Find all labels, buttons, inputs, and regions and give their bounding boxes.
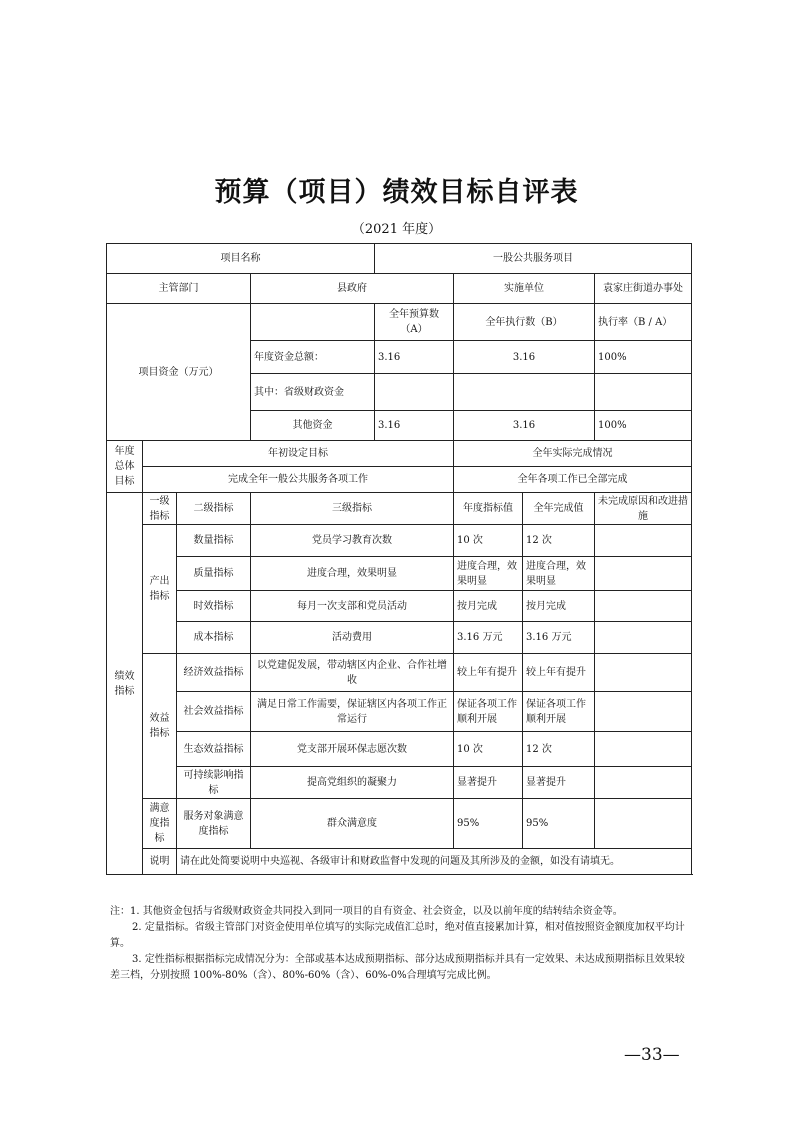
footnotes	[110, 904, 692, 984]
funds-row-rate	[595, 374, 692, 411]
header-target: 年度指标值	[454, 493, 523, 525]
level3-cell: 满足日常工作需要，保证辖区内各项工作正常运行	[251, 692, 454, 732]
annual-planned-value: 完成全年一般公共服务各项工作	[143, 467, 454, 493]
actual-cell: 进度合理，效果明显	[523, 557, 595, 591]
reason-cell	[595, 622, 692, 654]
funds-row-rate: 100%	[595, 411, 692, 441]
funds-row-exec	[454, 374, 595, 411]
annual-goal-label: 年度总体目标	[107, 441, 143, 493]
target-cell: 95%	[454, 799, 523, 849]
dept-value: 县政府	[251, 274, 454, 304]
level2-cell: 可持续影响指标	[177, 767, 251, 799]
explain-label: 说明	[143, 849, 177, 875]
level2-cell: 数量指标	[177, 525, 251, 557]
reason-cell	[595, 799, 692, 849]
reason-cell	[595, 591, 692, 622]
page-title: 预算（项目）绩效目标自评表	[214, 177, 579, 208]
annual-actual-label: 全年实际完成情况	[454, 441, 692, 467]
funds-col-exec: 全年执行数（B）	[454, 304, 595, 341]
funds-row-exec: 3.16	[454, 341, 595, 374]
level1-satisfaction: 满意度指标	[143, 799, 177, 849]
actual-cell: 保证各项工作顺利开展	[523, 692, 595, 732]
target-cell: 10 次	[454, 525, 523, 557]
funds-col-rate: 执行率（B / A）	[595, 304, 692, 341]
level1-output: 产出指标	[143, 525, 177, 654]
annual-actual-value: 全年各项工作已全部完成	[454, 467, 692, 493]
header-reason: 未完成原因和改进措施	[595, 493, 692, 525]
header-level1: 一级指标	[143, 493, 177, 525]
level3-cell: 党支部开展环保志愿次数	[251, 732, 454, 767]
level3-cell: 提高党组织的凝聚力	[251, 767, 454, 799]
level3-cell: 以党建促发展，带动辖区内企业、合作社增收	[251, 654, 454, 692]
level3-cell: 活动费用	[251, 622, 454, 654]
funds-row-budget: 3.16	[375, 411, 454, 441]
reason-cell	[595, 732, 692, 767]
level1-benefit: 效益指标	[143, 654, 177, 799]
actual-cell: 3.16 万元	[523, 622, 595, 654]
funds-row-label: 年度资金总额：	[251, 341, 375, 374]
annual-planned-label: 年初设定目标	[143, 441, 454, 467]
level2-cell: 服务对象满意度指标	[177, 799, 251, 849]
funds-row-label: 其他资金	[251, 411, 375, 441]
indicators-section-label: 绩效指标	[107, 493, 143, 875]
target-cell: 显著提升	[454, 767, 523, 799]
actual-cell: 12 次	[523, 525, 595, 557]
target-cell: 保证各项工作顺利开展	[454, 692, 523, 732]
level3-cell: 群众满意度	[251, 799, 454, 849]
level3-cell: 进度合理，效果明显	[251, 557, 454, 591]
funds-row-label: 其中：省级财政资金	[251, 374, 375, 411]
page-subtitle: （2021 年度）	[351, 222, 442, 237]
header-level3: 三级指标	[251, 493, 454, 525]
funds-row-budget: 3.16	[375, 341, 454, 374]
footnote-2: 2. 定量指标。省级主管部门对资金使用单位填写的实际完成值汇总时，绝对值直接累加计算，相对值按照资金额度加权平均计算。	[110, 922, 685, 949]
project-name-label: 项目名称	[107, 244, 375, 274]
actual-cell: 较上年有提升	[523, 654, 595, 692]
target-cell: 进度合理，效果明显	[454, 557, 523, 591]
actual-cell: 按月完成	[523, 591, 595, 622]
target-cell: 按月完成	[454, 591, 523, 622]
level2-cell: 社会效益指标	[177, 692, 251, 732]
target-cell: 较上年有提升	[454, 654, 523, 692]
unit-value: 袁家庄街道办事处	[595, 274, 692, 304]
unit-label: 实施单位	[454, 274, 595, 304]
reason-cell	[595, 654, 692, 692]
evaluation-table	[106, 243, 692, 875]
dept-label: 主管部门	[107, 274, 251, 304]
actual-cell: 95%	[523, 799, 595, 849]
reason-cell	[595, 767, 692, 799]
funds-row-exec: 3.16	[454, 411, 595, 441]
level2-cell: 经济效益指标	[177, 654, 251, 692]
level3-cell: 每月一次支部和党员活动	[251, 591, 454, 622]
footnote-1: 注：1. 其他资金包括与省级财政资金共同投入到同一项目的自有资金、社会资金，以及以前年度的结转结余资金等。	[110, 906, 623, 917]
page-number: —33—	[624, 1045, 680, 1065]
header-actual: 全年完成值	[523, 493, 595, 525]
reason-cell	[595, 525, 692, 557]
funds-label: 项目资金（万元）	[107, 304, 251, 441]
actual-cell: 12 次	[523, 732, 595, 767]
funds-row-budget	[375, 374, 454, 411]
level2-cell: 时效指标	[177, 591, 251, 622]
funds-row-rate: 100%	[595, 341, 692, 374]
target-cell: 3.16 万元	[454, 622, 523, 654]
level2-cell: 成本指标	[177, 622, 251, 654]
explain-value: 请在此处简要说明中央巡视、各级审计和财政监督中发现的问题及其所涉及的金额，如没有请填无。	[177, 849, 692, 875]
level3-cell: 党员学习教育次数	[251, 525, 454, 557]
funds-empty-cell	[251, 304, 375, 341]
reason-cell	[595, 557, 692, 591]
footnote-3: 3. 定性指标根据指标完成情况分为：全部或基本达成预期指标、部分达成预期指标并具有一定效果、未达成预期指标且效果较差三档，分别按照 100%-80%（含）、80%-60%（含）、60%-0%合理填写完成比例。	[110, 954, 685, 981]
level2-cell: 质量指标	[177, 557, 251, 591]
funds-col-budget: 全年预算数（A）	[375, 304, 454, 341]
level2-cell: 生态效益指标	[177, 732, 251, 767]
header-level2: 二级指标	[177, 493, 251, 525]
project-name-value: 一股公共服务项目	[375, 244, 692, 274]
actual-cell: 显著提升	[523, 767, 595, 799]
reason-cell	[595, 692, 692, 732]
target-cell: 10 次	[454, 732, 523, 767]
